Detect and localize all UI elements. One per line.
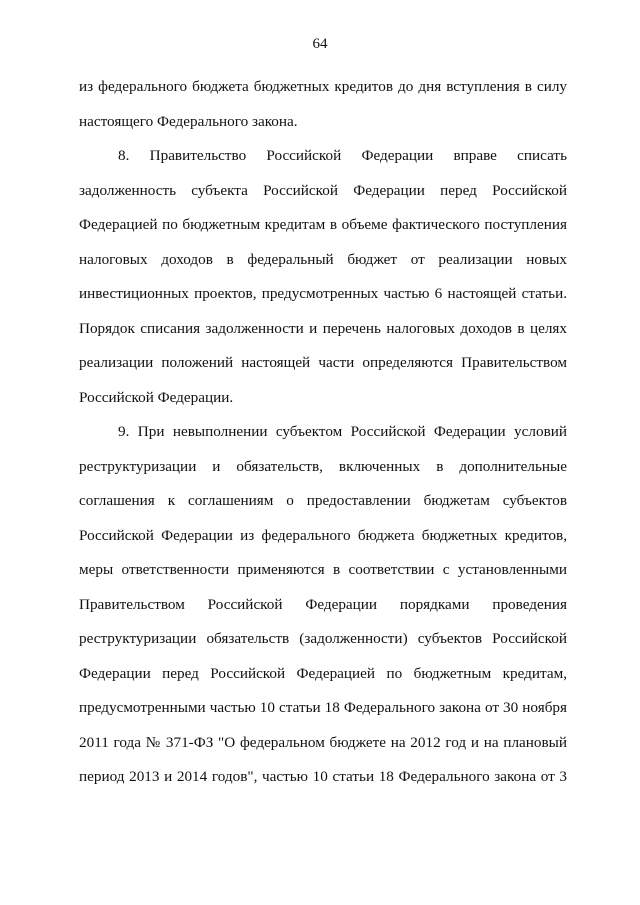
text-line: 2011 года № 371-ФЗ "О федеральном бюджете на 2012 год и на плановый — [79, 734, 567, 751]
text-line: 8. Правительство Российской Федерации вправе списать — [118, 147, 567, 164]
text-line: реструктуризации и обязательств, включенных в дополнительные — [79, 458, 567, 475]
text-line: Правительством Российской Федерации порядками проведения — [79, 596, 567, 613]
text-line: 9. При невыполнении субъектом Российской Федерации условий — [118, 423, 567, 440]
text-line: из федерального бюджета бюджетных кредитов до дня вступления в силу — [79, 78, 567, 95]
text-line: настоящего Федерального закона. — [79, 113, 298, 130]
text-line: инвестиционных проектов, предусмотренных частью 6 настоящей статьи. — [79, 285, 567, 302]
text-line: задолженность субъекта Российской Федерации перед Российской — [79, 182, 567, 199]
text-line: налоговых доходов в федеральный бюджет от реализации новых — [79, 251, 567, 268]
text-line: реализации положений настоящей части определяются Правительством — [79, 354, 567, 371]
text-line: период 2013 и 2014 годов", частью 10 статьи 18 Федерального закона от 3 — [79, 768, 567, 785]
text-line: меры ответственности применяются в соответствии с установленными — [79, 561, 567, 578]
text-line: предусмотренными частью 10 статьи 18 Федерального закона от 30 ноября — [79, 699, 567, 716]
text-line: Российской Федерации из федерального бюджета бюджетных кредитов, — [79, 527, 567, 544]
text-line: Федерации перед Российской Федерацией по бюджетным кредитам, — [79, 665, 567, 682]
text-line: реструктуризации обязательств (задолженности) субъектов Российской — [79, 630, 567, 647]
page-number: 64 — [312, 36, 328, 52]
text-line: Федерацией по бюджетным кредитам в объеме фактического поступления — [79, 216, 567, 233]
text-line: соглашения к соглашениям о предоставлении бюджетам субъектов — [79, 492, 567, 509]
text-line: Порядок списания задолженности и перечень налоговых доходов в целях — [79, 320, 567, 337]
text-line: Российской Федерации. — [79, 389, 234, 406]
